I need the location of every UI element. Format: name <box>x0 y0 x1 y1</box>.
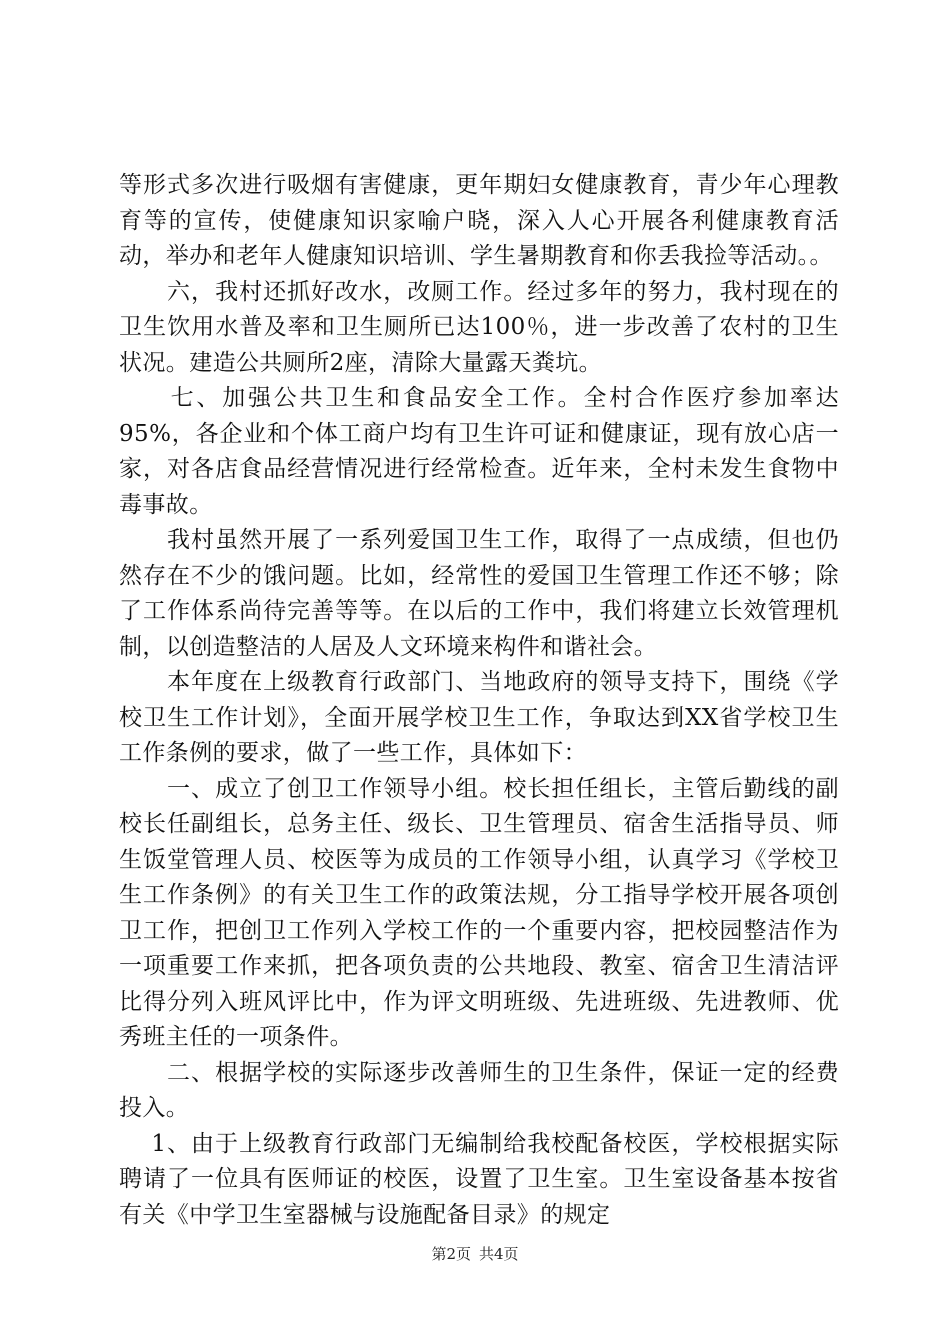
paragraph: 六，我村还抓好改水，改厕工作。经过多年的努力，我村现在的卫生饮用水普及率和卫生厕所已达100％，进一步改善了农村的卫生状况。建造公共厕所2座，清除大量露天粪坑。 <box>119 278 839 376</box>
paragraph: 一、成立了创卫工作领导小组。校长担任组长，主管后勤线的副校长任副组长，总务主任、级长、卫生管理员、宿舍生活指导员、师生饭堂管理人员、校医等为成员的工作领导小组，认真学习《学校卫生工作条例》的有关卫生工作的政策法规，分工指导学校开展各项创卫工作，把创卫工作列入学校工作的一个重要内容，把校园整洁作为一项重要工作来抓，把各项负责的公共地段、教室、宿舍卫生清洁评比得分列入班风评比中，作为评文明班级、先进班级、先进教师、优秀班主任的一项条件。 <box>119 775 839 1050</box>
page-footer <box>0 1244 950 1264</box>
paragraph: 等形式多次进行吸烟有害健康，更年期妇女健康教育，青少年心理教育等的宣传，使健康知识家喻户晓，深入人心开展各利健康教育活动，举办和老年人健康知识培训、学生暑期教育和你丢我捡等活动。。 <box>119 172 839 269</box>
page-total: 共4页 <box>479 1245 519 1263</box>
paragraph: 我村虽然开展了一系列爱国卫生工作，取得了一点成绩，但也仍然存在不少的饿问题。比如，经常性的爱国卫生管理工作还不够；除了工作体系尚待完善等等。在以后的工作中，我们将建立长效管理机制，以创造整洁的人居及人文环境来构件和谐社会。 <box>119 527 839 660</box>
document-body <box>119 168 839 1233</box>
paragraph: 本年度在上级教育行政部门、当地政府的领导支持下，围绕《学校卫生工作计划》，全面开展学校卫生工作，争取达到XX省学校卫生工作条例的要求，做了一些工作，具体如下： <box>119 669 839 766</box>
paragraph: 二、根据学校的实际逐步改善师生的卫生条件，保证一定的经费投入。 <box>119 1059 839 1121</box>
paragraph: 七、加强公共卫生和食品安全工作。全村合作医疗参加率达95%，各企业和个体工商户均有卫生许可证和健康证，现有放心店一家，对各店食品经营情况进行经常检查。近年来，全村未发生食物中毒事故。 <box>119 385 839 518</box>
paragraph: 1、由于上级教育行政部门无编制给我校配备校医，学校根据实际聘请了一位具有医师证的校医，设置了卫生室。卫生室设备基本按省有关《中学卫生室器械与设施配备目录》的规定 <box>119 1130 839 1228</box>
page-number: 第2页 <box>431 1245 471 1263</box>
